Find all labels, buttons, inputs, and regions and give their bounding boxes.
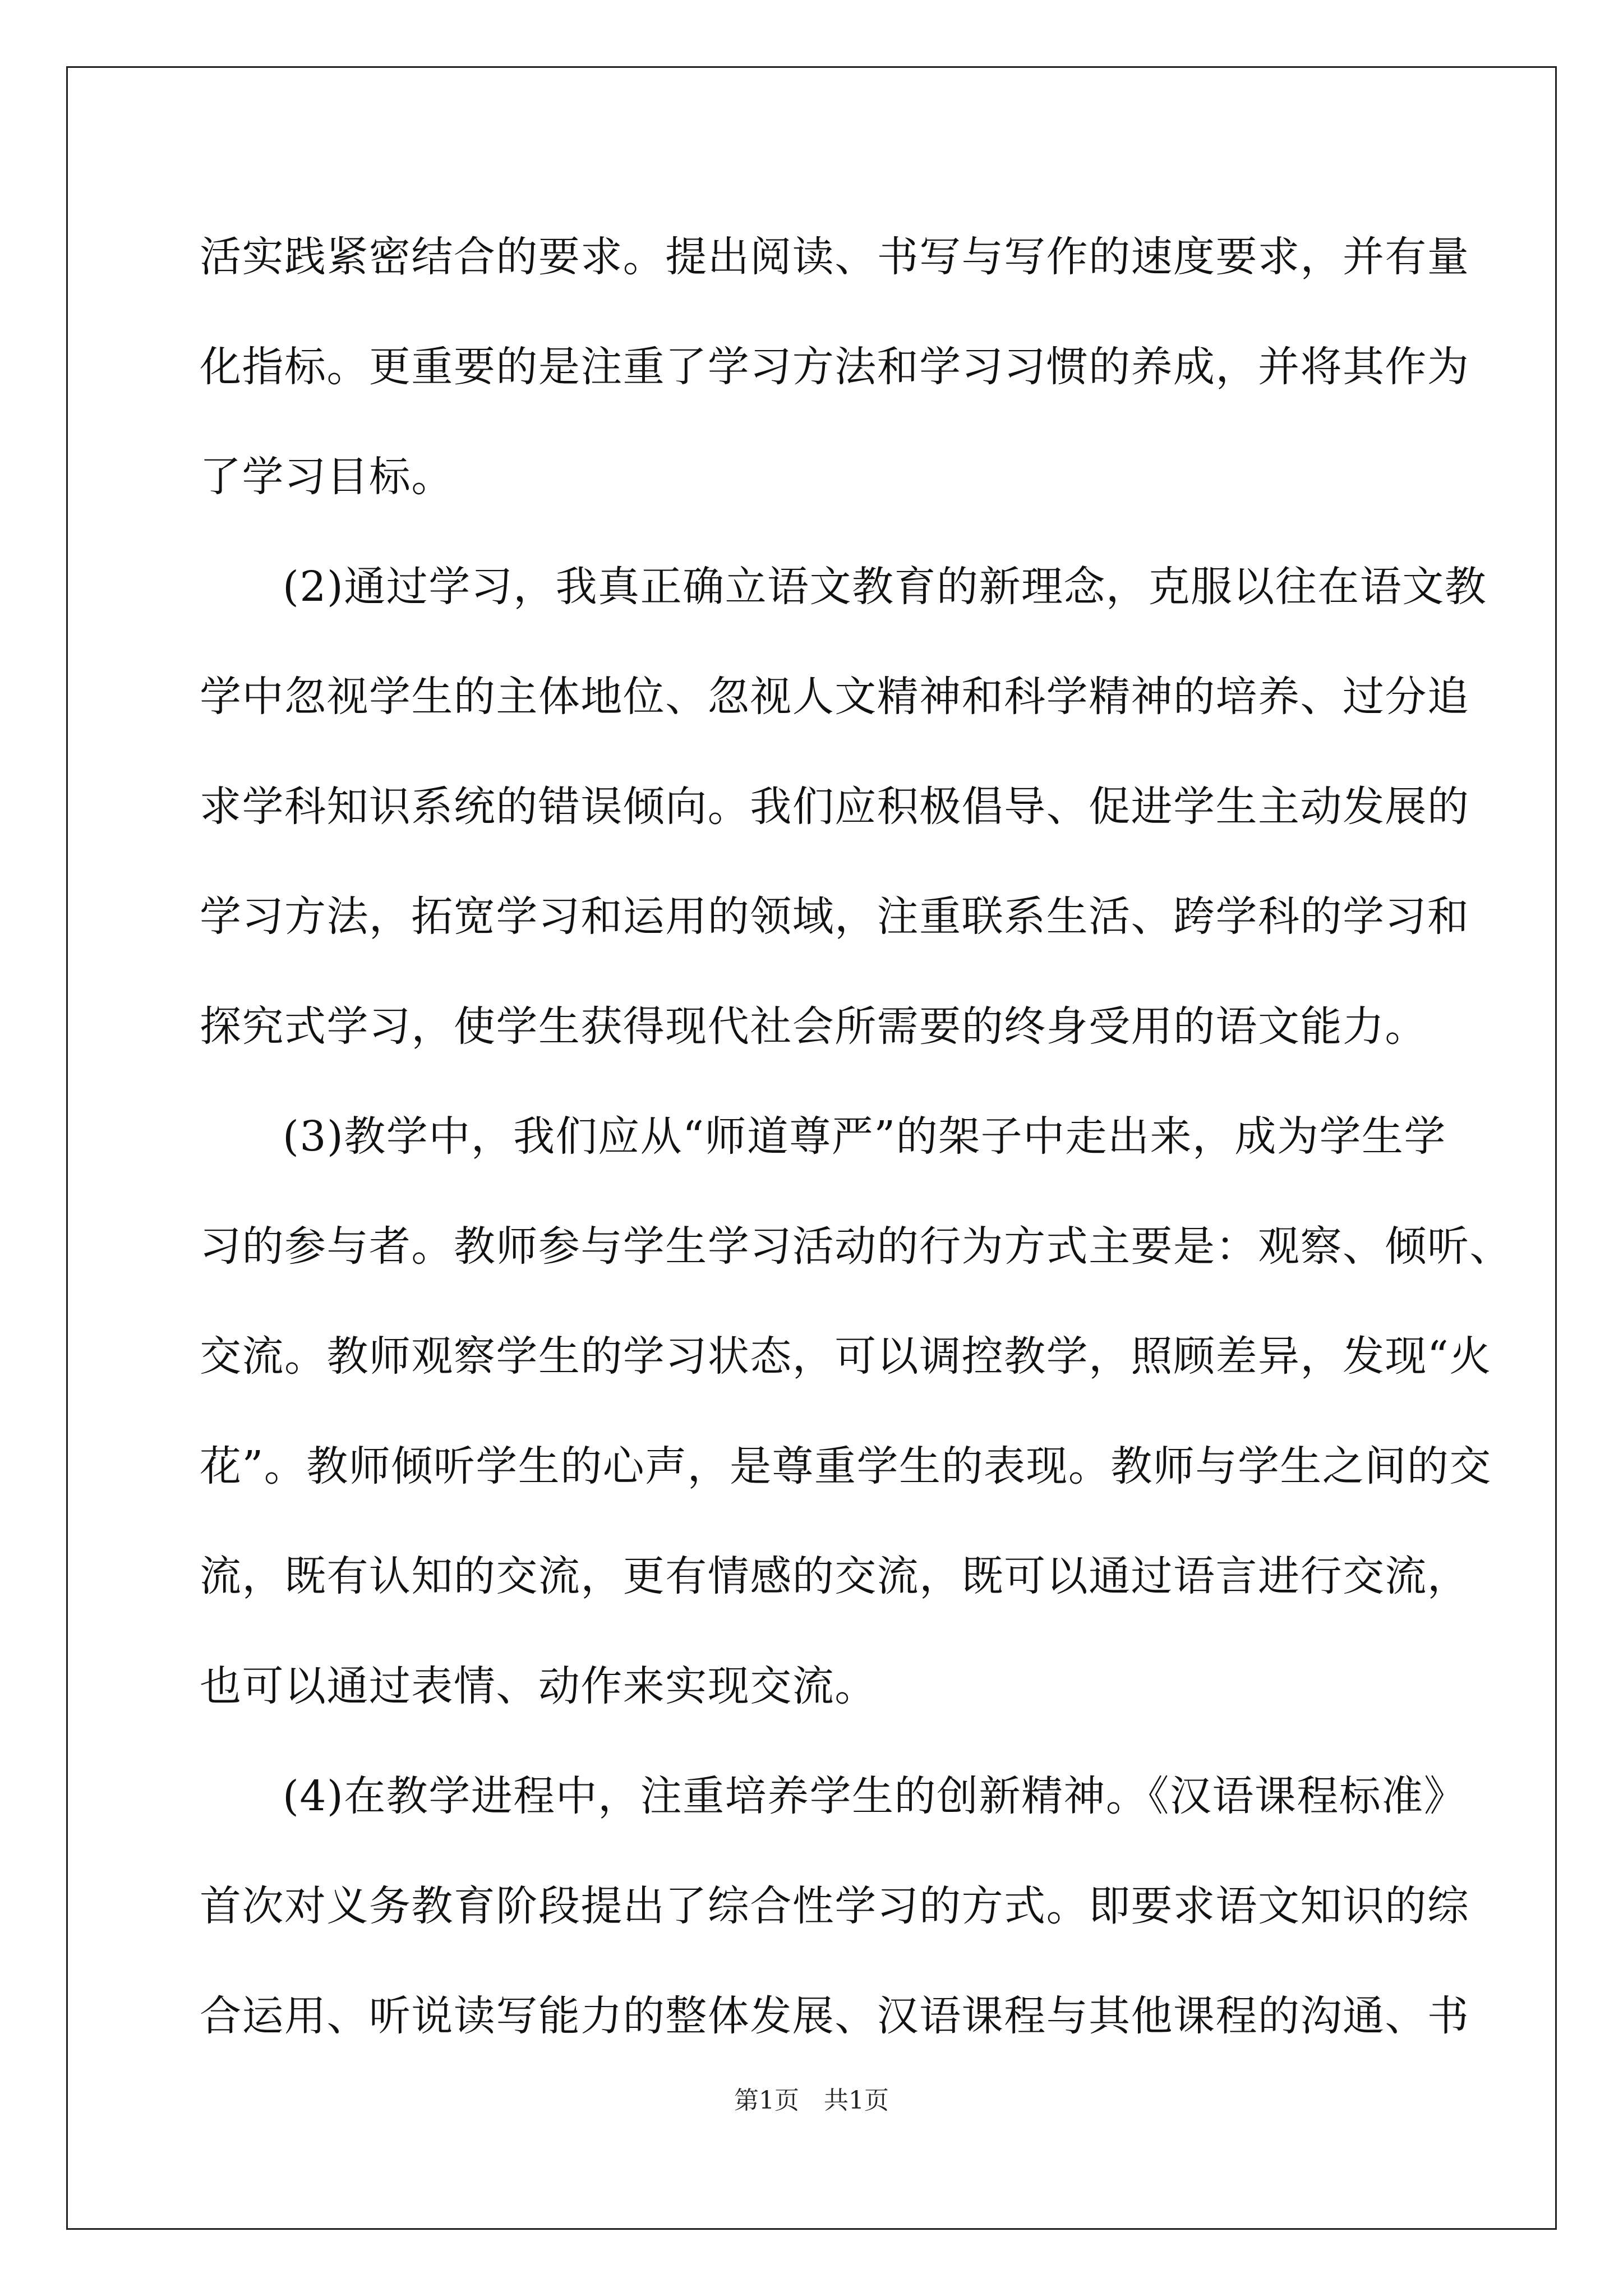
paragraph-start-line: (4)在教学进程中，注重培养学生的创新精神。《汉语课程标准》 [283,1772,1467,1820]
text-line: 学中忽视学生的主体地位、忽视人文精神和科学精神的培养、过分追 [200,673,1470,721]
paragraph-start-line: (2)通过学习，我真正确立语文教育的新理念，克服以往在语文教 [283,563,1487,611]
page-number-footer: 第1页 共1页 [734,2086,889,2115]
text-line: 也可以通过表情、动作来实现交流。 [200,1662,877,1710]
text-line: 求学科知识系统的错误倾向。我们应积极倡导、促进学生主动发展的 [200,783,1470,831]
text-line: 合运用、听说读写能力的整体发展、汉语课程与其他课程的沟通、书 [200,1992,1470,2040]
text-line: 花”。教师倾听学生的心声，是尊重学生的表现。教师与学生之间的交 [200,1442,1492,1490]
text-line: 了学习目标。 [200,453,454,501]
paragraph-start-line: (3)教学中，我们应从“师道尊严”的架子中走出来，成为学生学 [283,1112,1446,1161]
text-line: 首次对义务教育阶段提出了综合性学习的方式。即要求语文知识的综 [200,1882,1470,1930]
text-line: 学习方法，拓宽学习和运用的领域，注重联系生活、跨学科的学习和 [200,892,1470,941]
text-line: 流，既有认知的交流，更有情感的交流，既可以通过语言进行交流， [200,1552,1470,1600]
text-line: 交流。教师观察学生的学习状态，可以调控教学，照顾差异，发现“火 [200,1332,1492,1381]
text-line: 习的参与者。教师参与学生学习活动的行为方式主要是：观察、倾听、 [200,1222,1512,1271]
text-line: 探究式学习，使学生获得现代社会所需要的终身受用的语文能力。 [200,1002,1427,1051]
text-line: 活实践紧密结合的要求。提出阅读、书写与写作的速度要求，并有量 [200,233,1470,281]
text-line: 化指标。更重要的是注重了学习方法和学习习惯的养成，并将其作为 [200,343,1470,391]
